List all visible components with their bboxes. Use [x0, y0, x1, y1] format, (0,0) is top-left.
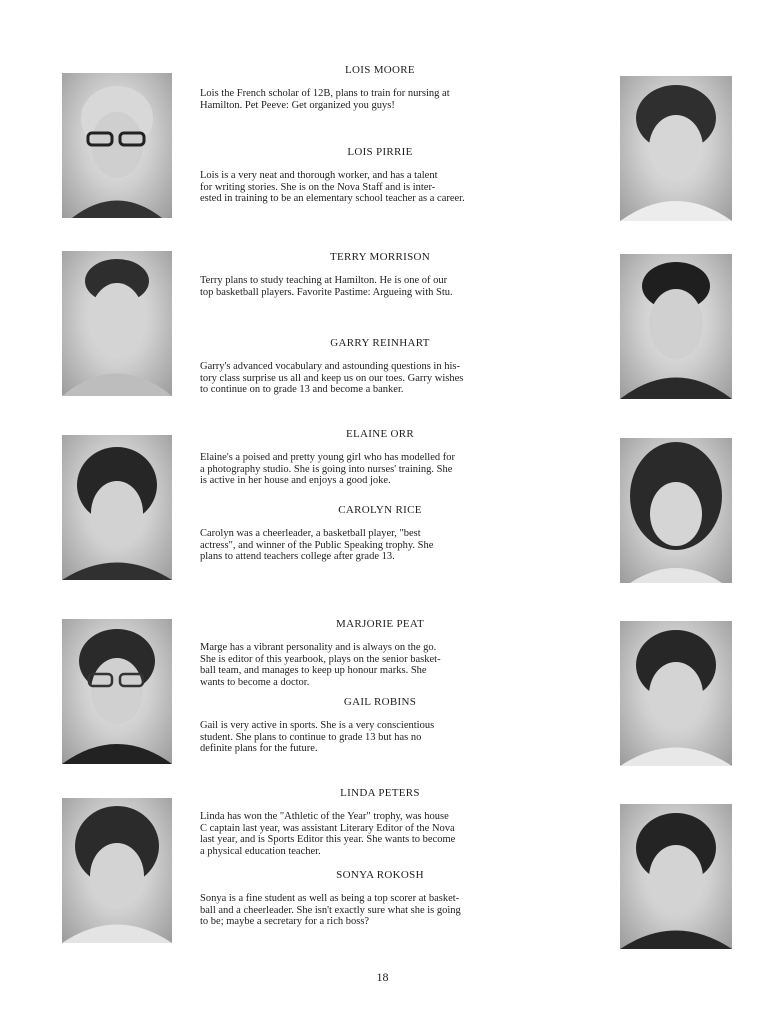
student-bio: Lois is a very neat and thorough worker, and has a talent for writing stories. She is on the Nova Staff and is inter- ested in training to be an elementary school teacher as a career.: [200, 170, 465, 204]
portrait-photo-sonya-rokosh: [620, 804, 732, 949]
student-entry: [200, 504, 560, 563]
portrait-linda-peters-image: [62, 798, 172, 943]
student-name: CAROLYN RICE: [338, 504, 422, 516]
portrait-photo-gail-robins: [620, 621, 732, 766]
portrait-photo-garry-reinhart: [620, 254, 732, 399]
student-bio: Terry plans to study teaching at Hamilton. He is one of our top basketball players. Favorite Pastime: Argueing with Stu.: [200, 275, 453, 298]
student-name: LOIS PIRRIE: [347, 146, 413, 158]
student-name: TERRY MORRISON: [329, 251, 431, 263]
portrait-photo-terry-morrison: [62, 251, 172, 396]
portrait-photo-carolyn-rice: [620, 438, 732, 583]
student-entry: [200, 869, 560, 928]
portrait-terry-morrison-image: [62, 251, 172, 396]
student-bio: Gail is very active in sports. She is a very conscientious student. She plans to continue to grade 13 but has no definite plans for the future.: [200, 720, 435, 754]
student-bio: Marge has a vibrant personality and is always on the go. She is editor of this yearbook, plays on the senior basket- ball team, and manages to keep up honour marks. She wants to become a doctor.: [200, 642, 441, 688]
portrait-elaine-orr-image: [62, 435, 172, 580]
student-bio: Garry's advanced vocabulary and astounding questions in his- tory class surprise us all and keep us on our toes. Garry wishes to continue on to grade 13 and become a banker.: [200, 361, 464, 395]
portrait-marjorie-peat-image: [62, 619, 172, 764]
student-name: GARRY REINHART: [330, 337, 430, 349]
student-entry: [200, 64, 560, 111]
student-bio: Linda has won the "Athletic of the Year" trophy, was house C captain last year, was assistant Literary Editor of the Nova last year, and is Sports Editor this year. She wants to become a physical education teacher.: [200, 811, 456, 857]
portrait-photo-lois-pirrie: [620, 76, 732, 221]
student-bio: Elaine's a poised and pretty young girl who has modelled for a photography studio. She is going into nurses' training. She is active in her house and enjoys a good joke.: [200, 452, 455, 486]
portrait-garry-reinhart-image: [620, 254, 732, 399]
student-bio: Lois the French scholar of 12B, plans to train for nursing at Hamilton. Pet Peeve: Get organized you guys!: [200, 88, 450, 111]
student-entry: [200, 618, 560, 688]
page-number: 18: [376, 970, 389, 984]
student-name: SONYA ROKOSH: [336, 869, 424, 881]
student-entry: [200, 787, 560, 857]
portrait-sonya-rokosh-image: [620, 804, 732, 949]
student-name: MARJORIE PEAT: [336, 618, 424, 630]
student-bio: Carolyn was a cheerleader, a basketball player, "best actress", and winner of the Public Speaking trophy. She plans to attend teachers college after grade 13.: [200, 528, 434, 562]
portrait-lois-moore-image: [62, 73, 172, 218]
student-name: ELAINE ORR: [345, 428, 415, 440]
student-entry: [200, 251, 560, 298]
portrait-photo-linda-peters: [62, 798, 172, 943]
student-entry: [200, 428, 560, 487]
portrait-lois-pirrie-image: [620, 76, 732, 221]
student-entry: [200, 696, 560, 755]
portrait-gail-robins-image: [620, 621, 732, 766]
student-bio: Sonya is a fine student as well as being a top scorer at basket- ball and a cheerleader. She isn't exactly sure what she is going to be; maybe a secretary for a rich boss?: [200, 893, 461, 927]
portrait-photo-marjorie-peat: [62, 619, 172, 764]
portrait-carolyn-rice-image: [620, 438, 732, 583]
student-name: LINDA PETERS: [340, 787, 420, 799]
student-name: GAIL ROBINS: [343, 696, 417, 708]
student-name: LOIS MOORE: [345, 64, 415, 76]
student-entry: [200, 337, 560, 396]
portrait-photo-elaine-orr: [62, 435, 172, 580]
portrait-photo-lois-moore: [62, 73, 172, 218]
student-entry: [200, 146, 560, 205]
